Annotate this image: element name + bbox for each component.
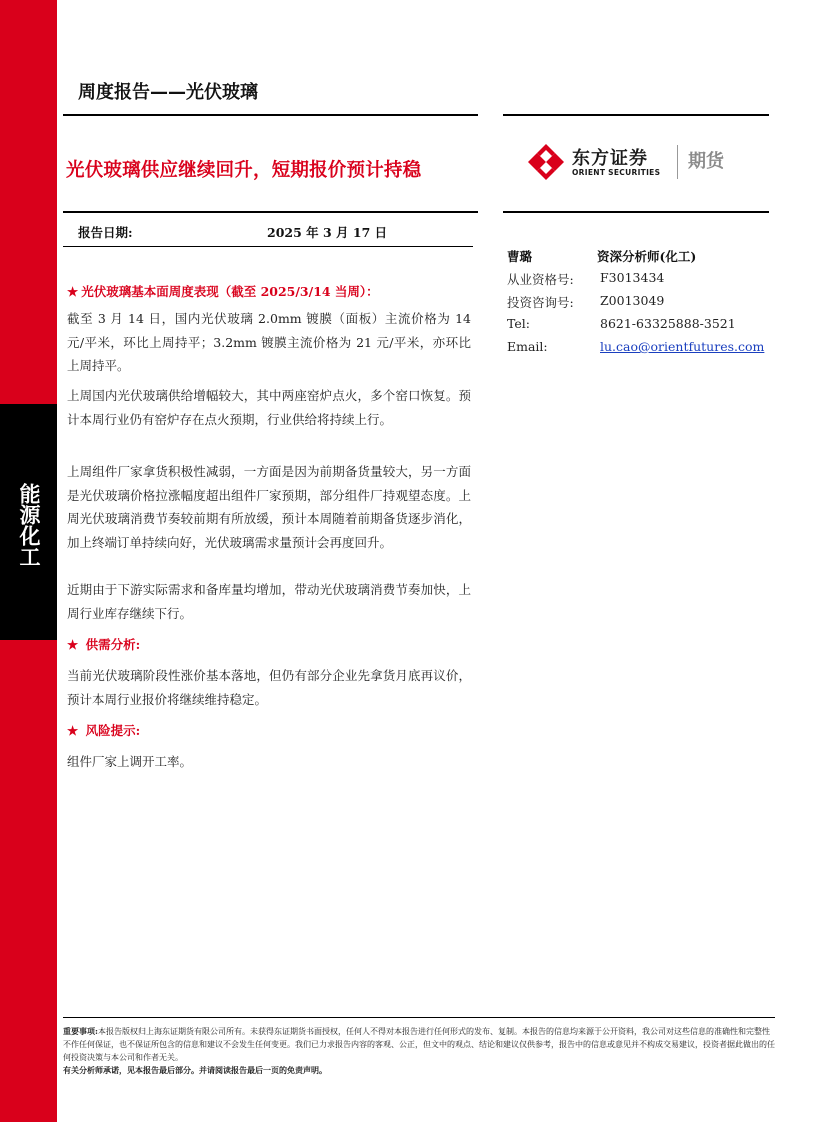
consult-value: Z0013049 — [600, 293, 665, 308]
supply-demand-title: ★ 供需分析: — [67, 637, 141, 652]
disclaimer-label: 重要事项: — [63, 1026, 98, 1036]
date-rule-top — [63, 211, 478, 213]
logo-futures-text: 期货 — [688, 151, 724, 172]
tel-label: Tel: — [507, 316, 530, 331]
weekly-paragraph-4: 近期由于下游实际需求和备库量均增加，带动光伏玻璃消费节奏加快，上周行业库存继续下行。 — [67, 582, 471, 621]
analyst-rule-top — [503, 211, 769, 213]
analyst-name: 曹璐 — [507, 249, 533, 264]
report-date-label: 报告日期: — [78, 225, 133, 240]
risk-title: ★ 风险提示: — [67, 723, 141, 738]
tel-value: 8621-63325888-3521 — [600, 316, 736, 331]
weekly-section-title: ★ 光伏玻璃基本面周度表现（截至 2025/3/14 当周）： — [67, 284, 379, 299]
logo-cn-text: 东方证券 — [572, 148, 648, 169]
email-label: Email: — [507, 339, 548, 354]
report-type-title: 周度报告——光伏玻璃 — [78, 82, 258, 103]
consult-label: 投资咨询号: — [507, 295, 574, 310]
star-icon: ★ — [67, 637, 79, 652]
header-rule-right — [503, 114, 769, 116]
risk-paragraph: 组件厂家上调开工率。 — [67, 754, 193, 769]
logo-en-text: ORIENT SECURITIES — [572, 168, 661, 177]
date-rule-bottom — [63, 246, 473, 247]
cert-label: 从业资格号: — [507, 272, 574, 287]
sector-label: 能源化工 — [17, 483, 41, 567]
email-link[interactable] — [600, 339, 764, 354]
weekly-paragraph-1: 截至 3 月 14 日，国内光伏玻璃 2.0mm 镀膜（面板）主流价格为 14 元/平米，环比上周持平；3.2mm 镀膜主流价格为 21 元/平米，亦环比上周持平。 — [67, 311, 471, 373]
star-icon: ★ — [67, 723, 79, 738]
email-address[interactable]: lu.cao@orientfutures.com — [600, 339, 765, 354]
weekly-paragraph-3: 上周组件厂家拿货积极性减弱，一方面是因为前期备货量较大，另一方面是光伏玻璃价格拉涨幅度超出组件厂家预期，部分组件厂持观望态度。上周光伏玻璃消费节奏较前期有所放缓，预计本周随着前期备货逐步消化，加上终端订单持续向好，光伏玻璃需求量预计会再度回升。 — [67, 464, 471, 550]
cert-value: F3013434 — [600, 270, 665, 285]
company-logo — [528, 142, 738, 182]
weekly-paragraph-2: 上周国内光伏玻璃供给增幅较大，其中两座窑炉点火，多个窑口恢复。预计本周行业仍有窑炉存在点火预期，行业供给将持续上行。 — [67, 388, 471, 427]
logo-mark-icon — [528, 144, 564, 180]
report-headline: 光伏玻璃供应继续回升，短期报价预计持稳 — [66, 160, 422, 181]
analyst-title: 资深分析师(化工) — [597, 249, 697, 264]
left-color-bar — [0, 0, 57, 1122]
header-rule-left — [63, 114, 478, 116]
disclaimer-footer: 有关分析师承诺，见本报告最后部分。并请阅读报告最后一页的免责声明。 — [63, 1065, 327, 1075]
star-icon: ★ — [67, 284, 79, 299]
logo-divider — [677, 145, 678, 179]
disclaimer-rule — [63, 1017, 775, 1018]
disclaimer-block — [63, 1025, 775, 1077]
report-date-value: 2025 年 3 月 17 日 — [267, 225, 388, 240]
disclaimer-text: 本报告版权归上海东证期货有限公司所有。未获得东证期货书面授权，任何人不得对本报告进行任何形式的发布、复制。本报告的信息均来源于公开资料，我公司对这些信息的准确性和完整性不作任何保证，也不保证所包含的信息和建议不会发生任何变更。我们已力求报告内容的客观、公正，但文中的观点、结论和建议仅供参考，报告中的信息或意见并不构成交易建议，投资者据此做出的任何投资决策与本公司和作者无关。 — [63, 1027, 775, 1062]
supply-demand-paragraph: 当前光伏玻璃阶段性涨价基本落地，但仍有部分企业先拿货月底再议价，预计本周行业报价将继续维持稳定。 — [67, 668, 471, 707]
